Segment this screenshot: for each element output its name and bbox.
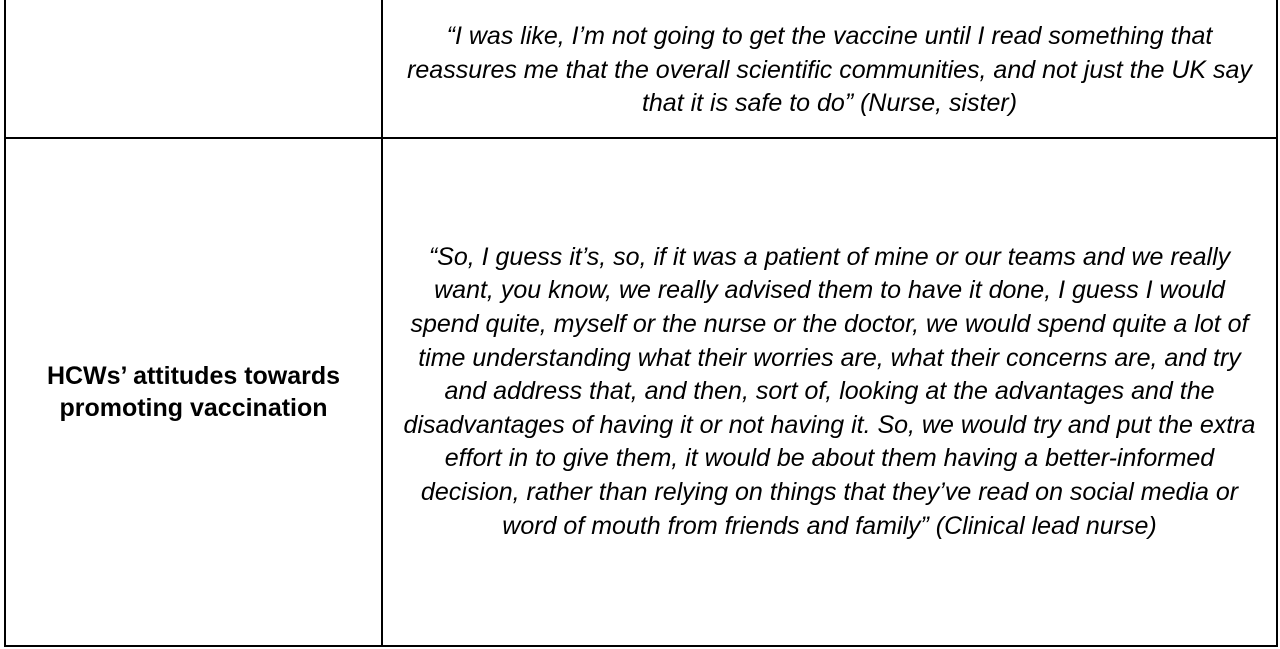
quote-cell-row-1: [383, 0, 1276, 139]
quote-text: “So, I guess it’s, so, if it was a patient of mine or our teams and we really want, you know, we really advised them to have it done, I guess I would spend quite, myself or the nurse or the doctor, we would spend quite a lot of time understanding what their worries are, what their concerns are, and try and address that, and then, sort of, looking at the advantages and the disadvantages of having it or not having it. So, we would try and put the extra effort in to give them, it would be about them having a better-informed decision, rather than relying on things that they’ve read on social media or word of mouth from friends and family” (Clinical lead nurse): [403, 242, 1256, 540]
quote-text: “I was like, I’m not going to get the vaccine until I read something that reassures me that the overall scientific communities, and not just the UK say that it is safe to do” (Nurse, sister): [407, 22, 1252, 118]
theme-cell-row-1: [6, 0, 383, 139]
theme-cell-row-2: [6, 139, 383, 645]
theme-label: HCWs’ attitudes towards promoting vaccination: [46, 362, 341, 422]
quotes-table: [4, 0, 1278, 647]
quote-cell-row-2: [383, 139, 1276, 645]
